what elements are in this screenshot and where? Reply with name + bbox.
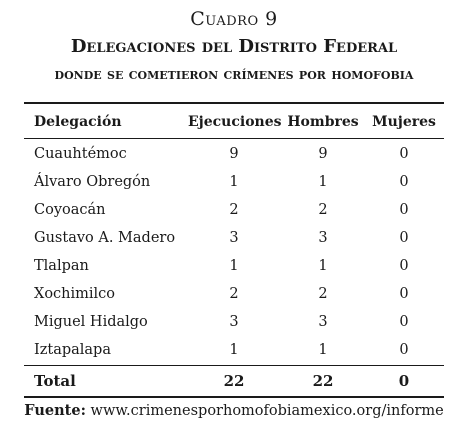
cell-hombres: 9: [318, 146, 328, 162]
cell-mujeres: 0: [399, 258, 409, 274]
bottom-rule: [24, 396, 444, 398]
table-subtitle: donde se cometieron crímenes por homofobia: [54, 64, 414, 83]
cell-mujeres: 0: [399, 342, 409, 358]
cell-delegacion: Iztapalapa: [34, 342, 111, 358]
source-footnote: [0, 402, 468, 419]
total-hombres: 22: [312, 372, 334, 390]
cell-ejecuciones: 2: [229, 202, 239, 218]
table-row: [24, 252, 444, 280]
cell-hombres: 2: [318, 286, 328, 302]
table-row: [24, 196, 444, 224]
cell-hombres: 1: [318, 258, 328, 274]
cell-ejecuciones: 1: [229, 258, 239, 274]
cell-hombres: 1: [318, 174, 328, 190]
cell-delegacion: Miguel Hidalgo: [34, 314, 148, 330]
column-header-mujeres: Mujeres: [372, 114, 436, 130]
header-rule: [24, 138, 444, 139]
cell-mujeres: 0: [399, 146, 409, 162]
cell-mujeres: 0: [399, 286, 409, 302]
table-title: Delegaciones del Distrito Federal: [70, 36, 398, 57]
table-label: Cuadro 9: [190, 8, 278, 30]
cell-delegacion: Álvaro Obregón: [34, 174, 151, 190]
total-row: [24, 367, 444, 395]
source-label: Fuente:: [24, 402, 86, 419]
cell-ejecuciones: 3: [229, 314, 239, 330]
cell-delegacion: Cuauhtémoc: [34, 146, 127, 162]
table-row: [24, 168, 444, 196]
cell-mujeres: 0: [399, 174, 409, 190]
cell-delegacion: Tlalpan: [34, 258, 89, 274]
total-ejecuciones: 22: [223, 372, 245, 390]
cell-hombres: 1: [318, 342, 328, 358]
cell-delegacion: Coyoacán: [34, 202, 106, 218]
total-rule: [24, 365, 444, 366]
table-header-row: [24, 108, 444, 136]
cell-ejecuciones: 1: [229, 342, 239, 358]
table-row: [24, 308, 444, 336]
cell-hombres: 3: [318, 314, 328, 330]
cell-ejecuciones: 1: [229, 174, 239, 190]
table-row: [24, 336, 444, 364]
column-header-ejecuciones: Ejecuciones: [188, 114, 282, 130]
cell-ejecuciones: 9: [229, 146, 239, 162]
total-mujeres: 0: [398, 372, 410, 390]
table-row: [24, 224, 444, 252]
source-url: www.crimenesporhomofobiamexico.org/informe: [90, 403, 444, 419]
cell-hombres: 3: [318, 230, 328, 246]
cell-mujeres: 0: [399, 230, 409, 246]
cell-hombres: 2: [318, 202, 328, 218]
cell-ejecuciones: 2: [229, 286, 239, 302]
top-rule: [24, 102, 444, 104]
cell-mujeres: 0: [399, 202, 409, 218]
cell-delegacion: Gustavo A. Madero: [34, 230, 176, 246]
cell-delegacion: Xochimilco: [34, 286, 116, 302]
column-header-hombres: Hombres: [287, 114, 359, 130]
cell-ejecuciones: 3: [229, 230, 239, 246]
column-header-delegacion: Delegación: [34, 114, 122, 130]
cell-mujeres: 0: [399, 314, 409, 330]
table-row: [24, 140, 444, 168]
table-row: [24, 280, 444, 308]
total-label: Total: [34, 372, 76, 390]
